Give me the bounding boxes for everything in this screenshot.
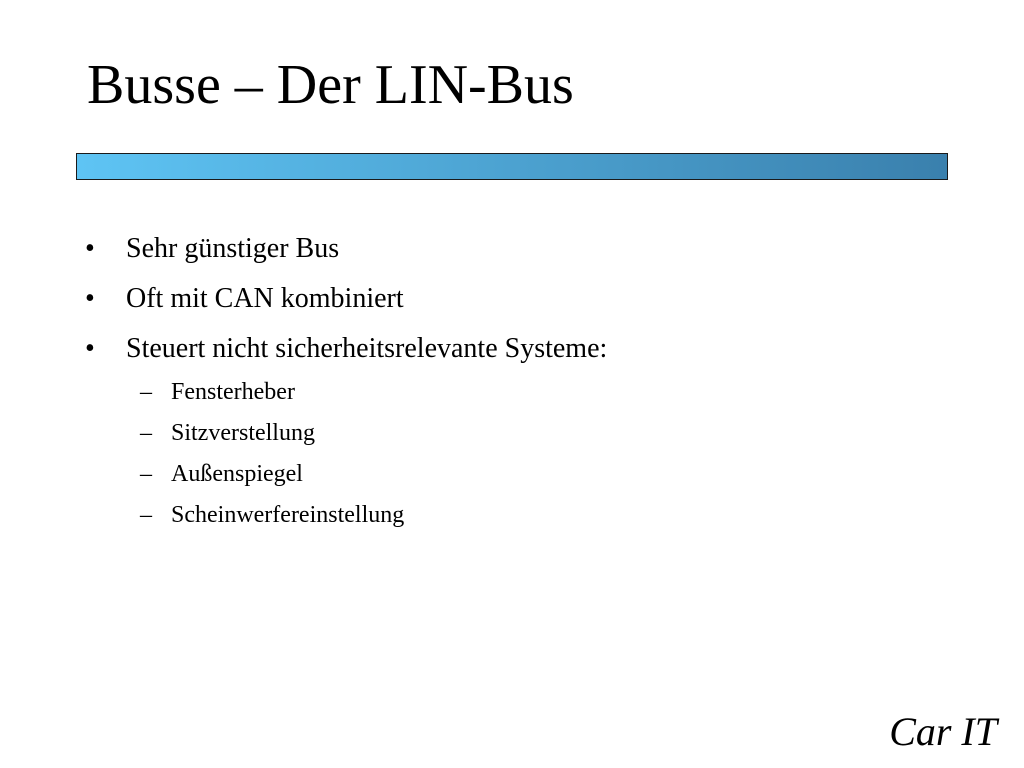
bullet-item bbox=[0, 326, 1024, 376]
bullet-text: Steuert nicht sicherheitsrelevante Systeme: bbox=[126, 333, 608, 364]
subbullet-item bbox=[0, 454, 1024, 495]
bullet-marker: • bbox=[85, 233, 95, 264]
subbullet-marker: – bbox=[140, 420, 152, 446]
subbullet-text: Fensterheber bbox=[171, 379, 295, 405]
subbullet-text: Scheinwerfereinstellung bbox=[171, 502, 405, 528]
bullet-marker: • bbox=[85, 333, 95, 364]
footer-label: Car IT bbox=[889, 709, 997, 754]
bullet-item bbox=[0, 226, 1024, 276]
subbullet-item bbox=[0, 372, 1024, 413]
subbullet-marker: – bbox=[140, 502, 152, 528]
bullet-marker: • bbox=[85, 283, 95, 314]
subbullet-list bbox=[0, 372, 1024, 536]
bullet-list bbox=[0, 226, 1024, 376]
subbullet-text: Außenspiegel bbox=[171, 461, 303, 487]
subbullet-text: Sitzverstellung bbox=[171, 420, 315, 446]
bullet-item bbox=[0, 276, 1024, 326]
title-underline-bar bbox=[76, 153, 948, 180]
subbullet-marker: – bbox=[140, 461, 152, 487]
slide-title: Busse – Der LIN-Bus bbox=[87, 54, 574, 116]
bullet-text: Sehr günstiger Bus bbox=[126, 233, 340, 264]
subbullet-item bbox=[0, 495, 1024, 536]
subbullet-item bbox=[0, 413, 1024, 454]
subbullet-marker: – bbox=[140, 379, 152, 405]
bullet-text: Oft mit CAN kombiniert bbox=[126, 283, 404, 314]
